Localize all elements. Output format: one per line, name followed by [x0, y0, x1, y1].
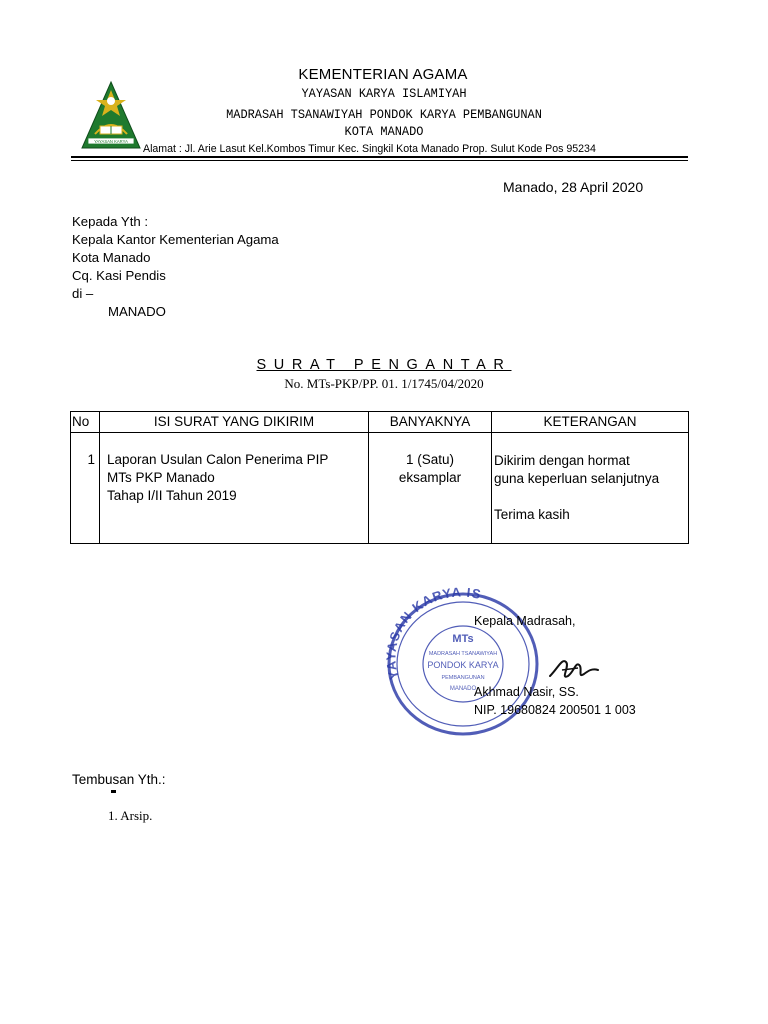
isi-line: Laporan Usulan Calon Penerima PIP	[107, 452, 329, 467]
addressee-line: Kota Manado	[72, 250, 151, 265]
addressee-line: Kepala Kantor Kementerian Agama	[72, 232, 279, 247]
addressee-line: Kepada Yth :	[72, 214, 149, 229]
ket-line: guna keperluan selanjutnya	[494, 471, 660, 486]
table-header-banyak: BANYAKNYA	[389, 414, 471, 429]
stamp-line: PEMBANGUNAN	[441, 675, 485, 681]
school-name: MADRASAH TSANAWIYAH PONDOK KARYA PEMBANGUNAN	[226, 107, 542, 122]
school-address: Alamat : Jl. Arie Lasut Kel.Kombos Timur Kec. Singkil Kota Manado Prop. Sulut Kode Pos 95234	[143, 143, 596, 155]
letterhead-rule-thick	[71, 156, 688, 158]
stamp-line: MTs	[452, 633, 474, 645]
addressee-line: Cq. Kasi Pendis	[72, 268, 166, 283]
banyak-line: eksamplar	[398, 470, 462, 485]
foundation-name: YAYASAN KARYA ISLAMIYAH	[301, 86, 467, 101]
handwritten-signature	[548, 650, 600, 686]
letter-title: SURAT PENGANTAR	[256, 357, 512, 373]
ket-line: Terima kasih	[494, 507, 570, 522]
signatory-role: Kepala Madrasah,	[474, 614, 576, 628]
banyak-line: 1 (Satu)	[405, 452, 455, 467]
items-table	[70, 411, 689, 544]
letter-number: No. MTs-PKP/PP. 01. 1/1745/04/2020	[284, 376, 484, 391]
table-header-rule	[71, 432, 688, 433]
school-stamp	[383, 586, 543, 742]
school-city: KOTA MANADO	[344, 124, 424, 139]
addressee-line: di –	[72, 286, 94, 301]
isi-line: MTs PKP Manado	[107, 470, 215, 485]
cc-mark	[111, 790, 116, 793]
letter-date: Manado, 28 April 2020	[503, 179, 644, 195]
logo-ribbon-text: YAYASAN KARYA	[94, 139, 128, 144]
signatory-nip: NIP. 19680824 200501 1 003	[474, 703, 636, 717]
table-header-isi: ISI SURAT YANG DIKIRIM	[153, 414, 315, 429]
table-header-keterangan: KETERANGAN	[543, 414, 637, 429]
stamp-line: MANADO	[449, 686, 477, 692]
isi-line: Tahap I/II Tahun 2019	[107, 488, 237, 503]
stamp-line: MADRASAH TSANAWIYAH	[428, 651, 498, 657]
table-cell-no: 1	[87, 452, 95, 467]
cc-label: Tembusan Yth.:	[72, 772, 166, 787]
ket-line: Dikirim dengan hormat	[494, 453, 630, 468]
signatory-name: Akhmad Nasir, SS.	[474, 685, 579, 699]
letterhead-rule-thin	[71, 160, 688, 161]
cc-item: 1. Arsip.	[108, 808, 153, 823]
ministry-heading: KEMENTERIAN AGAMA	[298, 66, 468, 83]
table-cell-isi	[107, 451, 328, 505]
table-cell-banyak	[369, 451, 491, 487]
stamp-line: PONDOK KARYA	[427, 660, 499, 670]
table-cell-keterangan	[494, 452, 659, 524]
table-header-no: No	[72, 414, 90, 429]
ket-line	[494, 488, 659, 506]
addressee-city: MANADO	[108, 304, 166, 319]
stamp-outer-text: YAYASAN KARYA IS	[383, 586, 483, 682]
